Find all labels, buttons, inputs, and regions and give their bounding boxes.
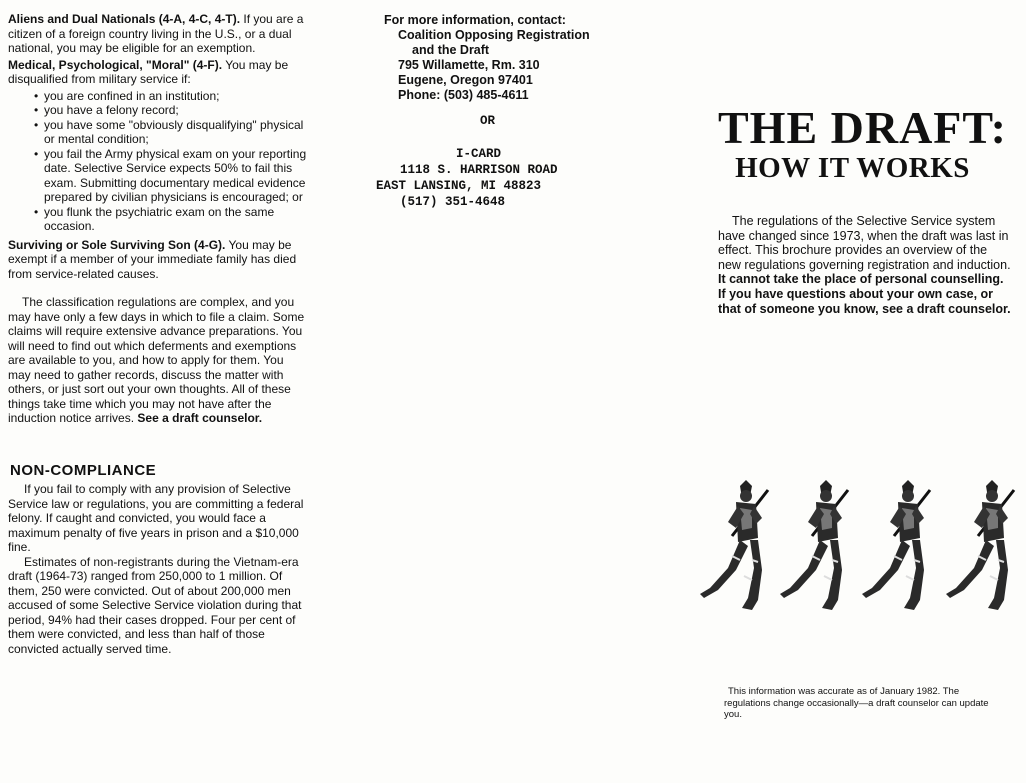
medical-list [8,89,308,234]
surviving-paragraph [8,238,308,282]
icard-name: I-CARD [456,147,502,161]
address-line-2: Eugene, Oregon 97401 [398,73,533,87]
contact-intro: For more information, contact: [384,13,566,27]
list-item: • you are confined in an institution; [34,89,308,104]
soldier-figure [700,480,768,610]
medical-heading: Medical, Psychological, "Moral" (4-F). [8,57,223,72]
list-item: • you have some "obviously disqualifying" physical or mental condition; [34,118,308,147]
intro-paragraph [718,214,1013,316]
soldier-figure [946,480,1014,610]
icard-street: 1118 S. HARRISON ROAD [400,163,558,177]
address-line-1: 795 Willamette, Rm. 310 [398,58,540,72]
icard-phone: (517) 351-4648 [400,195,506,209]
classification-text: The classification regulations are complex, and you may have only a few days in which to file a claim. Some claims will require extensive advance preparations. You will need to find out which deferments and exemptions are available to you, and how to apply for them. You may need to gather records, discuss the matter with others, or just sort out your own thoughts. All of these things take time which you may not have after the induction notice arrives. [8,295,305,425]
soldier-figure [862,480,930,610]
medical-text: You may be disqualified from military service if: [8,57,289,86]
surviving-heading: Surviving or Sole Surviving Son (4-G). [8,237,226,252]
soldier-figure [780,480,848,610]
left-panel [8,0,308,656]
footnote: This information was accurate as of January 1982. The regulations change occasionally—a draft counselor can update you. [724,686,989,720]
soldiers-illustration [692,476,1022,626]
list-item: • you flunk the psychiatric exam on the same occasion. [34,205,308,234]
aliens-paragraph [8,12,308,56]
intro-bold: It cannot take the place of personal counselling. If you have questions about your own case, or that of someone you know, see a draft counselor. [718,272,1011,316]
intro-text: The regulations of the Selective Service system have changed since 1973, when the draft was last in effect. This brochure provides an overview of the new regulations governing registration and induction. [718,214,1011,272]
noncompliance-heading: NON-COMPLIANCE [10,461,157,479]
right-panel [690,0,1025,720]
classification-bold: See a draft counselor. [137,411,263,425]
noncompliance-paragraph-1: If you fail to comply with any provision of Selective Service law or regulations, you are committing a federal felony. If caught and convicted, you would face a maximum penalty of five years in prison and a $10,000 fine. [8,482,304,554]
surviving-text: You may be exempt if a member of your immediate family has died from service-related causes. [8,237,297,281]
org-line-2: and the Draft [412,43,490,57]
list-item: • you fail the Army physical exam on your reporting date. Selective Service expects 50% to fail this exam. Submitting documentary medical evidence prepared by civilian physicians is encouraged; or [34,147,308,205]
medical-paragraph [8,58,308,87]
noncompliance-paragraph-2: Estimates of non-registrants during the Vietnam-era draft (1964-73) ranged from 250,000 to 1 million. Of them, 250 were convicted. Out of about 200,000 men accused of some Selective Service violation during that period, 94% had their cases dropped. Four per cent of them were convicted, and less than half of those convicted actually served time. [8,554,302,656]
icard-city: EAST LANSING, MI 48823 [376,179,542,193]
org-line-1: Coalition Opposing Registration [398,28,590,42]
list-item: • you have a felony record; [34,103,308,118]
middle-panel [376,0,626,210]
title-line-1: THE DRAFT: [718,102,1007,153]
phone-line: Phone: (503) 485-4611 [398,88,529,102]
aliens-text: If you are a citizen of a foreign country living in the U.S., or a dual national, you may be eligible for an exemption. [8,12,304,55]
title-line-2: HOW IT WORKS [735,152,970,184]
classification-paragraph [8,295,308,426]
or-separator: OR [480,114,496,128]
aliens-heading: Aliens and Dual Nationals (4-A, 4-C, 4-T). [8,12,241,26]
